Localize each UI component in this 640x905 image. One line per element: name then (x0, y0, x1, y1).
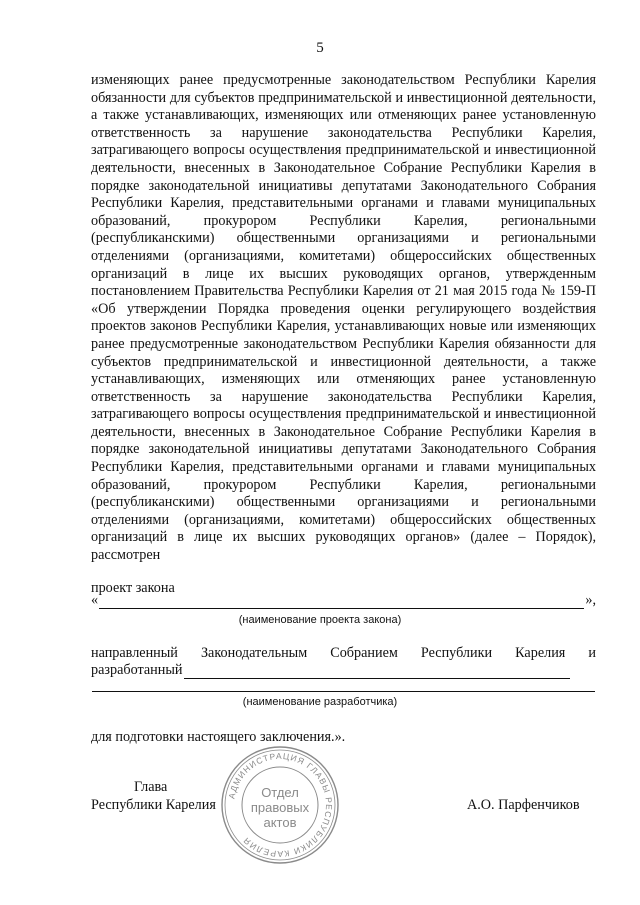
caption-project-name: (наименование проекта закона) (238, 614, 402, 626)
project-name-blank[interactable] (99, 595, 584, 609)
developer-line-2[interactable] (91, 678, 596, 692)
stamp-seal-icon (219, 744, 341, 866)
directed-line (91, 645, 596, 662)
page-number: 5 (316, 40, 324, 56)
directed-word: Республики (420, 645, 493, 661)
directed-word: и (588, 645, 596, 661)
quote-close: », (585, 592, 596, 608)
project-label: проект закона (91, 580, 175, 596)
quote-open: « (91, 592, 99, 608)
developer-blank-1[interactable] (184, 665, 571, 679)
closing-line: для подготовки настоящего заключения.». (91, 729, 346, 745)
signature-role-line1: Глава (134, 779, 168, 795)
stamp-line-3: актов (263, 815, 297, 830)
official-stamp (219, 744, 341, 866)
developer-blank-2[interactable] (92, 678, 595, 692)
developed-label: разработанный (91, 662, 183, 678)
directed-word: Карелия (515, 645, 566, 661)
directed-word: Собранием (330, 645, 398, 661)
body-paragraph-text: изменяющих ранее предусмотренные законодательством Республики Карелия обязанности для субъектов предпринимательской и инвестиционной деятельности, а также устанавливающих, изменяющих или отменяющих ранее установленную ответственность за нарушение законодательства Республики Карелия, затрагивающего вопросы осуществления предпринимательской и инвестиционной деятельности, внесенных в Законодательное Собрание Республики Карелия в порядке законодательной инициативы депутатами Законодательного Собрания Республики Карелия, представительными органами и главами муниципальных образований, прокурором Республики Карелия, региональными (республиканскими) общественными организациями и региональными отделениями (организациями, комитетами) общероссийских общественных организаций в лице их высших руководящих органов, утвержденным постановлением Правительства Республики Карелия от 21 мая 2015 года № 159-П «Об утверждении Порядка проведения оценки регулирующего воздействия проектов законов Республики Карелия, устанавливающих новые или изменяющих ранее предусмотренные законодательством Республики Карелия обязанности для субъектов предпринимательской и инвестиционной деятельности, а также устанавливающих, изменяющих или отменяющих ранее установленную ответственность за нарушение законодательства Республики Карелия, затрагивающего вопросы осуществления предпринимательской и инвестиционной деятельности, внесенных в Законодательное Собрание Республики Карелия в порядке законодательной инициативы депутатами Законодательного Собрания Республики Карелия, представительными органами и главами муниципальных образований, прокурором Республики Карелия, региональными (республиканскими) общественными организациями и региональными отделениями (организациями, комитетами) общероссийских общественных организаций в лице их высших руководящих органов» (далее – Порядок), рассмотрен (91, 72, 596, 564)
stamp-ring-text: АДМИНИСТРАЦИЯ ГЛАВЫ РЕСПУБЛИКИ КАРЕЛИЯ (226, 750, 335, 860)
signature-name: А.О. Парфенчиков (467, 797, 580, 813)
signature-role-line2: Республики Карелия (91, 797, 216, 813)
body-paragraph (91, 72, 596, 565)
stamp-line-2: правовых (250, 800, 310, 815)
directed-word: Законодательным (200, 645, 308, 661)
developer-line[interactable] (91, 662, 571, 679)
directed-word: направленный (91, 645, 178, 661)
project-name-field[interactable] (91, 592, 596, 609)
stamp-line-1: Отдел (261, 785, 299, 800)
caption-developer: (наименование разработчика) (242, 696, 398, 708)
